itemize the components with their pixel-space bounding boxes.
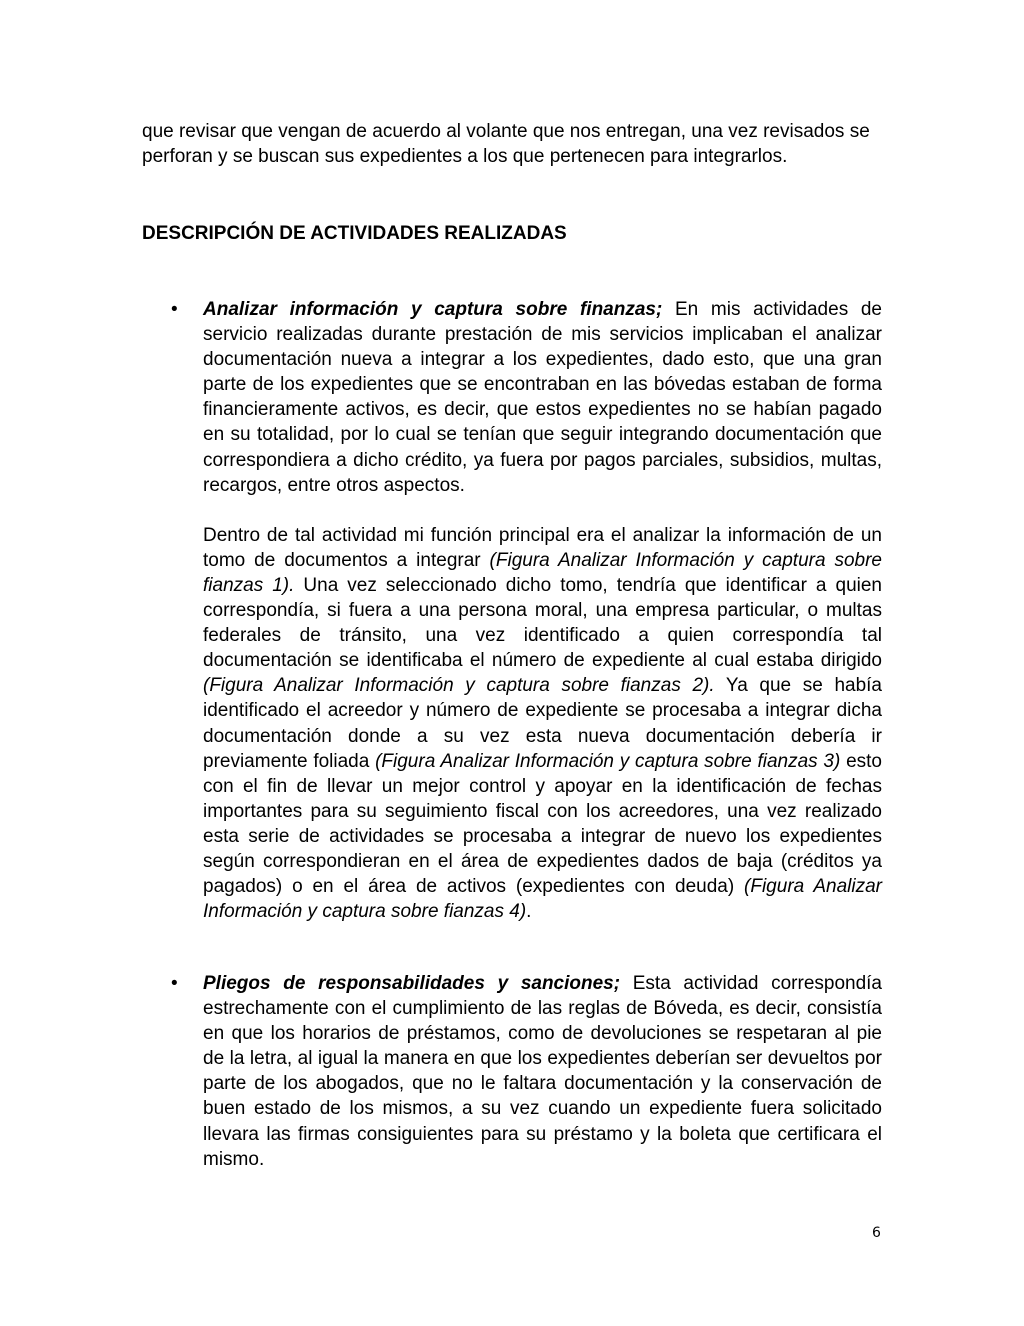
bullet-icon: • [171, 299, 178, 320]
bullet-paragraph [203, 971, 882, 1172]
bullet-icon: • [171, 973, 178, 994]
bullet-text: Esta actividad correspondía estrechamente con el cumplimiento de las reglas de Bóveda, es decir, consistía en que los horarios de préstamos, como de devoluciones se respetaran al pie de la letra, al igual la manera en que los expedientes deberían ser devueltos por parte de los abogados, que no le faltara documentación y la conservación de buen estado de los mismos, a su vez cuando un expediente fuera solicitado llevara las firmas consiguientes para su préstamo y la boleta que certificara el mismo. [203, 973, 882, 1170]
bullet-item-finanzas [203, 297, 882, 924]
figure-reference: (Figura Analizar Información y captura sobre fianzas 3) [375, 750, 841, 772]
figure-reference: (Figura Analizar Información y captura sobre fianzas 1). [203, 549, 883, 596]
section-heading: DESCRIPCIÓN DE ACTIVIDADES REALIZADAS [142, 223, 567, 244]
bullet-text: En mis actividades de servicio realizadas durante prestación de mis servicios implicaban el analizar documentación nueva a integrar a los expedientes, dado esto, que una gran parte de los expedientes que se encontraban en las bóvedas estaban de forma financieramente activos, es decir, que estos expedientes no se habían pagado en su totalidad, por lo cual se tenían que seguir integrando documentación que correspondiera a dicho crédito, ya fuera por pagos parciales, subsidios, multas, recargos, entre otros aspectos. [203, 299, 883, 496]
bullet-text: . [526, 901, 532, 923]
page-number: 6 [872, 1225, 881, 1241]
bullet-paragraph [203, 297, 882, 498]
bullet-text: Dentro de tal actividad mi función principal era el analizar la información de un tomo de documentos a integrar [203, 524, 882, 571]
bullet-text: esto con el fin de llevar un mejor control y apoyar en la identificación de fechas importantes para su seguimiento fiscal con los acreedores, una vez realizado esta serie de actividades se procesaba a integrar de nuevo los expedientes según correspondieran en el área de expedientes dados de baja (créditos ya pagados) o en el área de activos (expedientes con deuda) [203, 750, 882, 898]
figure-reference: (Figura Analizar Información y captura sobre fianzas 2). [203, 675, 715, 697]
bullet-text: Una vez seleccionado dicho tomo, tendría que identificar a quien correspondía, si fuera a una persona moral, una empresa particular, o multas federales de tránsito, una vez identificado a quien correspondía tal documentación se identificaba el número de expediente al cual estaba dirigido [203, 574, 882, 672]
intro-paragraph: que revisar que vengan de acuerdo al volante que nos entregan, una vez revisados se perforan y se buscan sus expedientes a los que pertenecen para integrarlos. [142, 121, 870, 167]
bullet-title: Analizar información y captura sobre finanzas; [203, 299, 663, 320]
bullet-item-pliegos [203, 971, 882, 1172]
bullet-paragraph [203, 523, 882, 925]
bullet-title: Pliegos de responsabilidades y sanciones; [203, 973, 621, 994]
bullet-text: Ya que se había identificado el acreedor y número de expediente se procesaba a integrar dicha documentación donde a su vez esta nueva documentación debería ir previamente foliada [203, 675, 882, 772]
figure-reference: (Figura Analizar Información y captura sobre fianzas 4) [203, 876, 882, 923]
